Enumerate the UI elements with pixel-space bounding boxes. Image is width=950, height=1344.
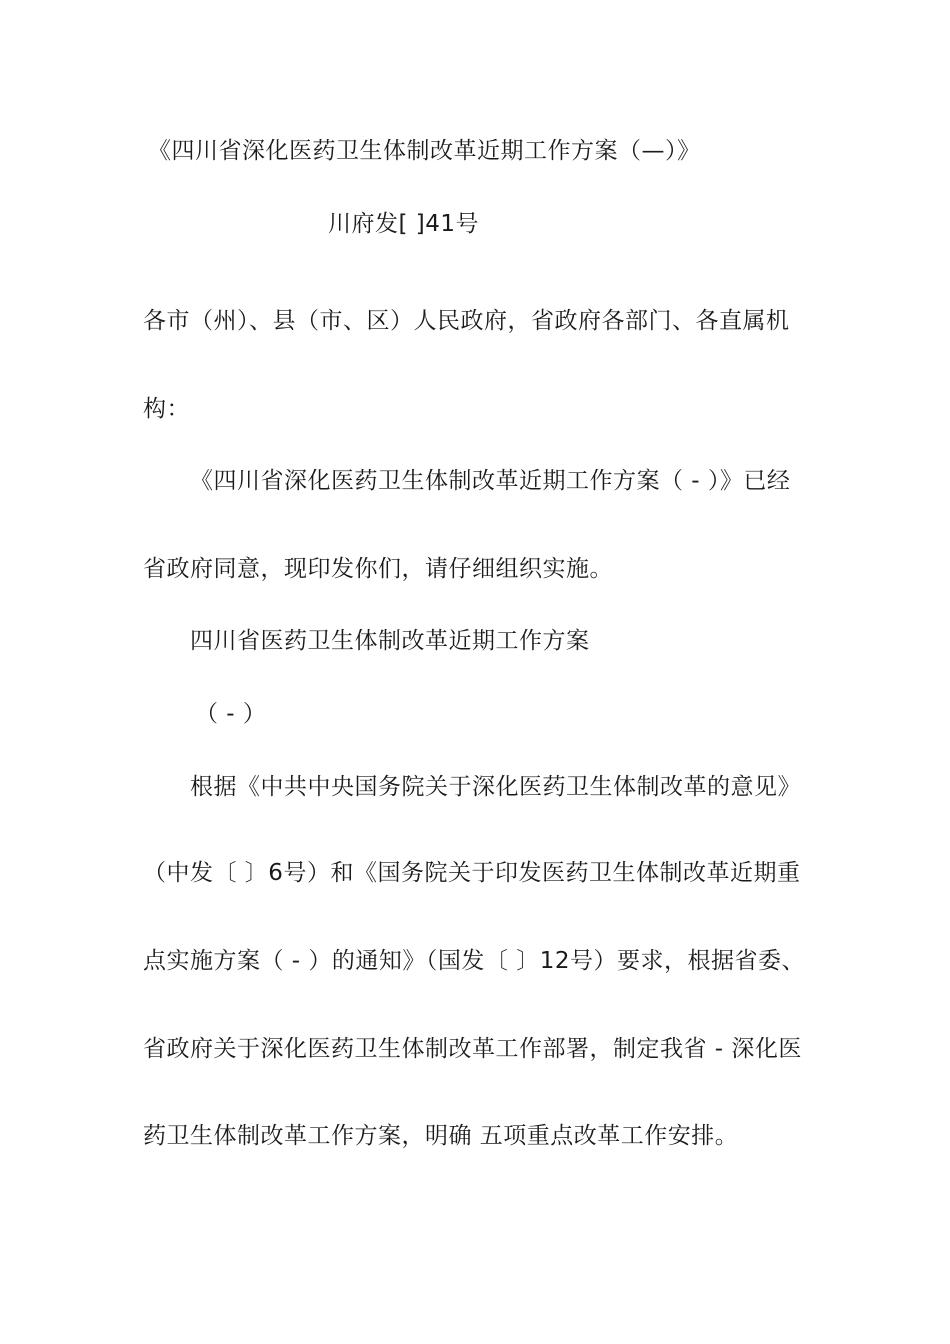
body-line: 根据《中共中央国务院关于深化医药卫生体制改革的意见》 [190, 774, 801, 800]
body-line: 药卫生体制改革工作方案，明确 五项重点改革工作安排。 [143, 1123, 739, 1149]
notice-line: 《四川省深化医药卫生体制改革近期工作方案（ - ）》已经 [190, 468, 791, 494]
document-number: 川府发[ ]41号 [328, 211, 480, 237]
body-line: 省政府关于深化医药卫生体制改革工作部署，制定我省 - 深化医 [143, 1036, 802, 1062]
body-line: 点实施方案（ - ）的通知》（国发〔 〕12号）要求，根据省委、 [143, 948, 805, 974]
notice-line: 省政府同意，现印发你们，请仔细组织实施。 [143, 556, 613, 582]
body-line: （中发〔 〕6号）和《国务院关于印发医药卫生体制改革近期重 [143, 860, 801, 886]
addressee-line: 构： [143, 396, 190, 422]
plan-subtitle: （ - ） [195, 701, 267, 727]
addressee-line: 各市（州）、县（市、区）人民政府，省政府各部门、各直属机 [143, 308, 790, 334]
plan-title: 四川省医药卫生体制改革近期工作方案 [190, 628, 590, 654]
document-title: 《四川省深化医药卫生体制改革近期工作方案（—）》 [148, 138, 701, 164]
